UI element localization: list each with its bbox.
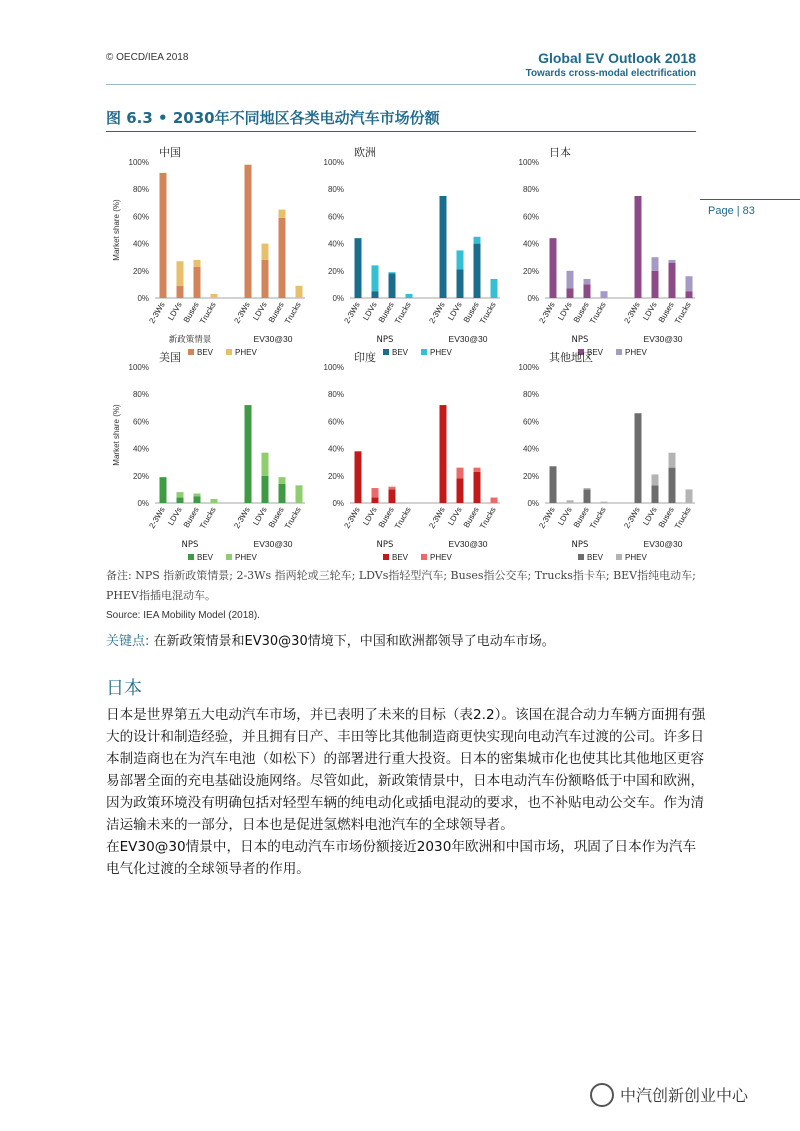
y-tick-label: 40% xyxy=(522,444,539,454)
group-label: EV30@30 xyxy=(643,334,683,344)
y-tick-label: 60% xyxy=(522,212,539,222)
y-tick-label: 40% xyxy=(132,444,149,454)
legend-swatch-phev xyxy=(616,349,622,355)
y-tick-label: 80% xyxy=(132,390,149,400)
bar-phev xyxy=(491,498,498,503)
bar-phev xyxy=(474,237,481,244)
bar-phev xyxy=(279,210,286,218)
bar-bev xyxy=(177,498,184,503)
bar-bev xyxy=(194,496,201,503)
x-tick-label: 2-3Ws xyxy=(537,300,557,326)
x-tick-label: LDVs xyxy=(556,300,574,322)
bar-phev xyxy=(194,260,201,267)
bar-bev xyxy=(440,405,447,503)
bar-bev xyxy=(474,472,481,503)
x-tick-label: Buses xyxy=(181,505,201,530)
bar-bev xyxy=(669,468,676,503)
bar-bev xyxy=(440,196,447,298)
section-title: 日本 xyxy=(106,678,142,699)
bar-phev xyxy=(296,485,303,503)
y-tick-label: 20% xyxy=(522,266,539,276)
bar-phev xyxy=(279,477,286,484)
x-tick-label: Trucks xyxy=(283,300,303,326)
bar-bev xyxy=(652,271,659,298)
x-tick-label: Buses xyxy=(461,300,481,325)
y-tick-label: 100% xyxy=(128,363,149,372)
x-tick-label: 2-3Ws xyxy=(622,300,642,326)
y-axis-label: Market share (%) xyxy=(112,404,121,466)
x-tick-label: Trucks xyxy=(673,505,693,531)
wechat-icon xyxy=(590,1083,614,1107)
legend-swatch-phev xyxy=(616,554,622,560)
group-label: EV30@30 xyxy=(253,539,293,549)
y-tick-label: 40% xyxy=(522,239,539,249)
legend-label: PHEV xyxy=(235,553,257,562)
paragraph: 日本是世界第五大电动汽车市场，并已表明了未来的目标（表2.2）。该国在混合动力车辆方面拥有强大的设计和制造经验，并且拥有日产、丰田等比其他制造商更快实现向电动汽车过渡的公司。许多日本制造商也在为汽车电池（如松下）的部署进行重大投资。日本的密集城市化也使其比其他地区更容易部署全面的充电基础设施网络。尽管如此，新政策情景中，日本电动汽车份额略低于中国和欧洲，因为政策环境没有明确包括对轻型车辆的纯电动化或插电混动的要求，也不补贴电动公交车。作为清洁运输未来的一部分，日本也是促进氢燃料电池汽车的全球领导者。 xyxy=(106,707,706,833)
x-tick-label: Trucks xyxy=(198,505,218,531)
legend-label: BEV xyxy=(197,348,214,357)
charts-grid xyxy=(0,0,800,565)
figure-source: Source: IEA Mobility Model (2018). xyxy=(106,610,260,621)
y-tick-label: 60% xyxy=(327,212,344,222)
legend-swatch-bev xyxy=(383,554,389,560)
x-tick-label: Trucks xyxy=(478,505,498,531)
bar-phev xyxy=(567,500,574,503)
bar-phev xyxy=(686,489,693,503)
x-tick-label: Trucks xyxy=(588,505,608,531)
bar-bev xyxy=(279,484,286,503)
y-tick-label: 100% xyxy=(518,363,539,372)
bar-phev xyxy=(296,286,303,298)
x-tick-label: LDVs xyxy=(166,300,184,322)
y-tick-label: 80% xyxy=(327,185,344,195)
bar-phev xyxy=(686,276,693,291)
legend-swatch-bev xyxy=(383,349,389,355)
panel-title: 美国 xyxy=(159,351,181,364)
y-tick-label: 0% xyxy=(527,294,539,303)
watermark-text: 中汽创新创业中心 xyxy=(620,1086,749,1105)
figure-title: 图 6.3 • 2030年不同地区各类电动汽车市场份额 xyxy=(106,107,696,132)
x-tick-label: 2-3Ws xyxy=(427,505,447,531)
y-tick-label: 40% xyxy=(327,239,344,249)
bar-bev xyxy=(635,413,642,503)
x-tick-label: Trucks xyxy=(393,505,413,531)
x-tick-label: LDVs xyxy=(251,505,269,527)
bar-bev xyxy=(372,291,379,298)
y-axis-label: Market share (%) xyxy=(112,199,121,261)
report-subtitle: Towards cross-modal electrification xyxy=(525,68,696,79)
bar-bev xyxy=(389,489,396,503)
bar-phev xyxy=(669,453,676,468)
body-text xyxy=(106,704,706,880)
bar-bev xyxy=(652,485,659,503)
bar-phev xyxy=(567,271,574,289)
bar-bev xyxy=(279,218,286,298)
y-tick-label: 0% xyxy=(332,294,344,303)
x-tick-label: Buses xyxy=(656,505,676,530)
group-label: 新政策情景 xyxy=(168,335,212,345)
x-tick-label: 2-3Ws xyxy=(232,300,252,326)
bar-phev xyxy=(372,488,379,498)
x-tick-label: 2-3Ws xyxy=(427,300,447,326)
bar-bev xyxy=(245,165,252,298)
bar-bev xyxy=(550,466,557,503)
bar-phev xyxy=(584,279,591,284)
bar-bev xyxy=(457,269,464,298)
group-label: NPS xyxy=(376,540,394,550)
y-tick-label: 100% xyxy=(323,158,344,167)
bar-phev xyxy=(372,265,379,291)
y-tick-label: 20% xyxy=(327,471,344,481)
legend-label: BEV xyxy=(392,348,409,357)
page-number: Page | 83 xyxy=(708,205,755,217)
bar-phev xyxy=(669,260,676,263)
bar-phev xyxy=(652,257,659,271)
x-tick-label: LDVs xyxy=(166,505,184,527)
bar-bev xyxy=(194,267,201,298)
x-tick-label: 2-3Ws xyxy=(622,505,642,531)
y-tick-label: 0% xyxy=(332,499,344,508)
bar-phev xyxy=(177,261,184,285)
y-tick-label: 0% xyxy=(527,499,539,508)
bar-bev xyxy=(635,196,642,298)
bar-phev xyxy=(406,294,413,298)
group-label: EV30@30 xyxy=(448,334,488,344)
legend-label: BEV xyxy=(197,553,214,562)
y-tick-label: 80% xyxy=(327,390,344,400)
group-label: NPS xyxy=(181,540,199,550)
header-left: © OECD/IEA 2018 xyxy=(106,52,189,63)
y-tick-label: 20% xyxy=(327,266,344,276)
bar-bev xyxy=(262,260,269,298)
bar-bev xyxy=(584,284,591,298)
bar-phev xyxy=(389,487,396,490)
x-tick-label: Buses xyxy=(656,300,676,325)
group-label: EV30@30 xyxy=(643,539,683,549)
x-tick-label: Trucks xyxy=(198,300,218,326)
bar-bev xyxy=(355,451,362,503)
legend-swatch-phev xyxy=(226,554,232,560)
legend-swatch-bev xyxy=(578,554,584,560)
group-label: EV30@30 xyxy=(448,539,488,549)
key-point xyxy=(106,630,555,649)
x-tick-label: Buses xyxy=(376,505,396,530)
x-tick-label: Buses xyxy=(181,300,201,325)
bar-bev xyxy=(584,489,591,503)
x-tick-label: Buses xyxy=(266,300,286,325)
x-tick-label: 2-3Ws xyxy=(342,300,362,326)
panel-title: 其他地区 xyxy=(549,351,593,364)
key-point-label: 关键点: xyxy=(106,634,150,649)
y-tick-label: 60% xyxy=(132,212,149,222)
y-tick-label: 40% xyxy=(327,444,344,454)
x-tick-label: Trucks xyxy=(673,300,693,326)
bar-phev xyxy=(389,272,396,273)
bar-bev xyxy=(262,476,269,503)
legend-label: PHEV xyxy=(625,553,647,562)
x-tick-label: Buses xyxy=(461,505,481,530)
panel-title: 欧洲 xyxy=(354,146,376,159)
x-tick-label: LDVs xyxy=(446,300,464,322)
legend-swatch-bev xyxy=(188,554,194,560)
x-tick-label: LDVs xyxy=(641,300,659,322)
x-tick-label: LDVs xyxy=(641,505,659,527)
y-tick-label: 100% xyxy=(518,158,539,167)
y-tick-label: 100% xyxy=(128,158,149,167)
legend-label: PHEV xyxy=(430,553,452,562)
bar-phev xyxy=(177,492,184,497)
legend-label: BEV xyxy=(392,553,409,562)
legend-label: PHEV xyxy=(625,348,647,357)
y-tick-label: 100% xyxy=(323,363,344,372)
bar-bev xyxy=(474,244,481,298)
x-tick-label: 2-3Ws xyxy=(537,505,557,531)
x-tick-label: 2-3Ws xyxy=(147,505,167,531)
key-point-text: 在新政策情景和EV30@30情境下，中国和欧洲都领导了电动车市场。 xyxy=(149,634,555,649)
x-tick-label: Buses xyxy=(266,505,286,530)
bar-bev xyxy=(355,238,362,298)
legend-label: PHEV xyxy=(235,348,257,357)
bar-phev xyxy=(211,499,218,503)
bar-phev xyxy=(211,294,218,298)
panel-title: 印度 xyxy=(354,351,376,364)
report-title: Global EV Outlook 2018 xyxy=(538,50,696,66)
bar-phev xyxy=(652,474,659,485)
bar-phev xyxy=(457,250,464,269)
legend-label: BEV xyxy=(587,348,604,357)
group-label: NPS xyxy=(571,335,589,345)
y-tick-label: 20% xyxy=(132,266,149,276)
bar-phev xyxy=(601,291,608,298)
bar-phev xyxy=(262,244,269,260)
x-tick-label: Trucks xyxy=(283,505,303,531)
x-tick-label: 2-3Ws xyxy=(147,300,167,326)
x-tick-label: 2-3Ws xyxy=(342,505,362,531)
y-tick-label: 80% xyxy=(522,185,539,195)
legend-label: BEV xyxy=(587,553,604,562)
group-label: EV30@30 xyxy=(253,334,293,344)
legend-swatch-phev xyxy=(226,349,232,355)
x-tick-label: Buses xyxy=(571,300,591,325)
legend-swatch-phev xyxy=(421,349,427,355)
y-tick-label: 60% xyxy=(132,417,149,427)
bar-phev xyxy=(262,453,269,476)
x-tick-label: LDVs xyxy=(556,505,574,527)
bar-phev xyxy=(474,468,481,472)
bar-bev xyxy=(245,405,252,503)
x-tick-label: 2-3Ws xyxy=(232,505,252,531)
legend-swatch-phev xyxy=(421,554,427,560)
y-tick-label: 60% xyxy=(327,417,344,427)
y-tick-label: 80% xyxy=(132,185,149,195)
legend-label: PHEV xyxy=(430,348,452,357)
x-tick-label: LDVs xyxy=(361,300,379,322)
bar-phev xyxy=(457,468,464,479)
legend-swatch-bev xyxy=(188,349,194,355)
bar-bev xyxy=(550,238,557,298)
x-tick-label: LDVs xyxy=(446,505,464,527)
x-tick-label: Trucks xyxy=(478,300,498,326)
x-tick-label: LDVs xyxy=(361,505,379,527)
bar-phev xyxy=(491,279,498,298)
bar-phev xyxy=(601,502,608,503)
y-tick-label: 40% xyxy=(132,239,149,249)
bar-bev xyxy=(686,291,693,298)
figure-note: 备注: NPS 指新政策情景; 2-3Ws 指两轮或三轮车; LDVs指轻型汽车; Buses指公交车; Trucks指卡车; BEV指纯电动车; PHEV指插电混动车。 xyxy=(106,569,696,602)
x-tick-label: LDVs xyxy=(251,300,269,322)
y-tick-label: 0% xyxy=(137,499,149,508)
bar-bev xyxy=(160,173,167,298)
watermark xyxy=(590,1083,748,1107)
bar-bev xyxy=(160,477,167,503)
paragraph: 在EV30@30情景中，日本的电动汽车市场份额接近2030年欧洲和中国市场，巩固了日本作为汽车电气化过渡的全球领导者的作用。 xyxy=(106,839,697,877)
bar-bev xyxy=(457,479,464,503)
y-tick-label: 0% xyxy=(137,294,149,303)
y-tick-label: 20% xyxy=(522,471,539,481)
panel-title: 日本 xyxy=(549,146,571,159)
group-label: NPS xyxy=(571,540,589,550)
x-tick-label: Buses xyxy=(376,300,396,325)
x-tick-label: Trucks xyxy=(588,300,608,326)
y-tick-label: 80% xyxy=(522,390,539,400)
bar-bev xyxy=(389,274,396,298)
bar-bev xyxy=(177,286,184,298)
bar-phev xyxy=(584,488,591,489)
x-tick-label: Buses xyxy=(571,505,591,530)
bar-bev xyxy=(372,498,379,503)
panel-title: 中国 xyxy=(159,146,181,159)
y-tick-label: 20% xyxy=(132,471,149,481)
bar-phev xyxy=(194,493,201,496)
group-label: NPS xyxy=(376,335,394,345)
x-tick-label: Trucks xyxy=(393,300,413,326)
bar-bev xyxy=(567,288,574,298)
y-tick-label: 60% xyxy=(522,417,539,427)
bar-bev xyxy=(669,263,676,298)
